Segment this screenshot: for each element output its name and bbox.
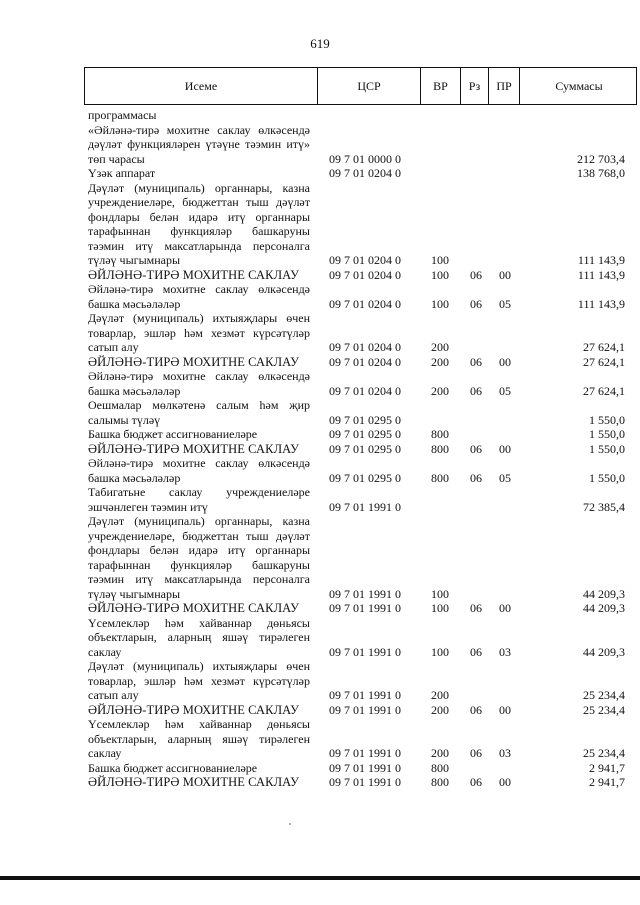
row-name: ӘЙЛӘНӘ-ТИРӘ МОХИТНЕ САКЛАУ (88, 441, 300, 456)
row-pr: 03 (499, 746, 511, 760)
table-row (88, 123, 633, 167)
table-body (88, 108, 633, 790)
row-pr: 05 (499, 383, 511, 398)
row-name: Оешмалар мөлкәтенә салым һәм җир салымы түләү (88, 398, 310, 427)
row-vr: 200 (431, 340, 449, 354)
row-name: Дәүләт (муниципаль) ихтыяҗлары өчен товарлар, эшләр һәм хезмәт күрсәтүләр сатып алу (88, 311, 310, 354)
row-vr: 200 (431, 688, 449, 702)
row-csr: 09 7 01 0295 0 (329, 427, 401, 441)
row-sum: 1 550,0 (589, 441, 625, 456)
row-pr: 05 (499, 296, 511, 311)
row-sum: 25 234,4 (583, 688, 625, 702)
row-vr: 800 (431, 441, 449, 456)
row-sum: 44 209,3 (583, 601, 625, 615)
row-sum: 1 550,0 (589, 470, 625, 485)
row-pr: 05 (499, 470, 511, 485)
row-csr: 09 7 01 0204 0 (329, 296, 401, 311)
row-csr: 09 7 01 0295 0 (329, 412, 401, 427)
row-sum: 44 209,3 (583, 644, 625, 659)
row-name: Дәүләт (муниципаль) ихтыяҗлары өчен товарлар, эшләр һәм хезмәт күрсәтүләр сатып алу (88, 659, 310, 702)
row-rz: 06 (470, 775, 482, 789)
row-sum: 212 703,4 (577, 151, 625, 166)
table-row (88, 181, 633, 268)
row-csr: 09 7 01 1991 0 (329, 702, 401, 717)
header-sum: Суммасы (519, 68, 638, 104)
row-name: ӘЙЛӘНӘ-ТИРӘ МОХИТНЕ САКЛАУ (88, 267, 300, 282)
row-rz: 06 (470, 383, 482, 398)
table-row (88, 442, 633, 457)
page-bottom-rule (0, 876, 640, 880)
table-row (88, 514, 633, 601)
row-vr: 200 (431, 383, 449, 398)
row-pr: 00 (499, 267, 511, 282)
table-row (88, 775, 633, 790)
row-rz: 06 (470, 746, 482, 760)
row-sum: 2 941,7 (589, 760, 625, 775)
row-name: ӘЙЛӘНӘ-ТИРӘ МОХИТНЕ САКЛАУ (88, 702, 300, 717)
row-csr: 09 7 01 1991 0 (329, 688, 401, 702)
row-name: Табигатьне саклау учреждениеләре эшчәнлеген тәэмин итү (88, 485, 310, 514)
table-row (88, 108, 633, 123)
row-name: Башка бюджет ассигнованиеләре (88, 760, 258, 775)
row-vr: 800 (431, 427, 449, 441)
row-vr: 100 (431, 267, 449, 282)
header-rz: Рз (460, 68, 488, 104)
table-row (88, 398, 633, 427)
row-pr: 00 (499, 441, 511, 456)
row-csr: 09 7 01 0204 0 (329, 340, 401, 354)
row-rz: 06 (470, 296, 482, 311)
row-sum: 1 550,0 (589, 412, 625, 427)
row-csr: 09 7 01 0204 0 (329, 253, 401, 267)
row-vr: 800 (431, 760, 449, 775)
table-row (88, 485, 633, 514)
row-rz: 06 (470, 702, 482, 717)
table-row (88, 355, 633, 370)
row-csr: 09 7 01 0204 0 (329, 267, 401, 282)
row-sum: 44 209,3 (583, 586, 625, 601)
page-number: 619 (310, 36, 330, 51)
row-pr: 00 (499, 601, 511, 615)
row-rz: 06 (470, 441, 482, 456)
row-vr: 100 (431, 253, 449, 267)
row-vr: 200 (431, 702, 449, 717)
row-csr: 09 7 01 0204 0 (329, 354, 401, 369)
table-row (88, 717, 633, 761)
row-name: Дәүләт (муниципаль) органнары, казна учреждениеләре, бюджеттан тыш дәүләт фондлары белән идарә итү органнары тарафыннан функцияләр башкаруны тәэмин итү максатларында персоналга түләү чыгымнары (88, 514, 310, 601)
row-sum: 1 550,0 (589, 427, 625, 441)
row-csr: 09 7 01 1991 0 (329, 775, 401, 789)
row-name: программасы (88, 108, 157, 122)
row-rz: 06 (470, 470, 482, 485)
table-row (88, 427, 633, 442)
table-row (88, 311, 633, 355)
row-rz: 06 (470, 354, 482, 369)
row-sum: 25 234,4 (583, 702, 625, 717)
table-row (88, 456, 633, 485)
table-header (84, 67, 637, 105)
row-rz: 06 (470, 267, 482, 282)
table-row (88, 268, 633, 283)
row-name: «Әйләнә-тирә мохитне саклау өлкәсендә дәүләт функцияләрен үтәүне тәэмин итү» төп чарасы (88, 122, 310, 166)
table-row (88, 659, 633, 703)
row-rz: 06 (470, 644, 482, 659)
row-vr: 100 (431, 601, 449, 615)
row-csr: 09 7 01 0000 0 (329, 151, 401, 166)
row-name: Әйләнә-тирә мохитне саклау өлкәсендә башка мәсьәләләр (88, 369, 310, 398)
row-sum: 27 624,1 (583, 383, 625, 398)
table-row (88, 166, 633, 181)
table-row (88, 282, 633, 311)
row-sum: 27 624,1 (583, 354, 625, 369)
row-csr: 09 7 01 1991 0 (329, 601, 401, 615)
row-vr: 100 (431, 586, 449, 601)
row-sum: 2 941,7 (589, 775, 625, 789)
row-csr: 09 7 01 1991 0 (329, 586, 401, 601)
row-name: Дәүләт (муниципаль) органнары, казна учреждениеләре, бюджеттан тыш дәүләт фондлары белән идарә итү органнары тарафыннан функцияләр башкаруны тәэмин итү максатларында персоналга түләү чыгымнары (88, 180, 310, 267)
row-sum: 72 385,4 (583, 499, 625, 514)
header-csr: ЦСР (317, 68, 420, 104)
row-csr: 09 7 01 1991 0 (329, 644, 401, 659)
row-csr: 09 7 01 1991 0 (329, 499, 401, 514)
row-vr: 100 (431, 644, 449, 659)
row-sum: 111 143,9 (577, 267, 625, 282)
row-name: Башка бюджет ассигнованиеләре (88, 427, 258, 441)
header-pr: ПР (488, 68, 519, 104)
row-name: Үсемлекләр һәм хайваннар дөньясы объектларын, аларның яшәү тирәлеген саклау (88, 717, 310, 760)
row-pr: 00 (499, 775, 511, 789)
row-name: Әйләнә-тирә мохитне саклау өлкәсендә башка мәсьәләләр (88, 456, 310, 485)
table-row (88, 761, 633, 776)
row-csr: 09 7 01 0295 0 (329, 441, 401, 456)
scan-speck (289, 823, 291, 825)
row-csr: 09 7 01 1991 0 (329, 760, 401, 775)
row-name: Үсемлекләр һәм хайваннар дөньясы объектларын, аларның яшәү тирәлеген саклау (88, 615, 310, 659)
table-row (88, 369, 633, 398)
row-rz: 06 (470, 601, 482, 615)
row-vr: 800 (431, 775, 449, 789)
table-row (88, 703, 633, 718)
row-vr: 100 (431, 296, 449, 311)
row-name: ӘЙЛӘНӘ-ТИРӘ МОХИТНЕ САКЛАУ (88, 601, 300, 615)
row-pr: 00 (499, 354, 511, 369)
row-sum: 25 234,4 (583, 746, 625, 760)
row-name: ӘЙЛӘНӘ-ТИРӘ МОХИТНЕ САКЛАУ (88, 354, 300, 369)
row-sum: 138 768,0 (577, 166, 625, 180)
row-vr: 800 (431, 470, 449, 485)
header-name: Исеме (184, 78, 218, 93)
row-sum: 27 624,1 (583, 340, 625, 354)
table-row (88, 616, 633, 660)
row-csr: 09 7 01 0295 0 (329, 470, 401, 485)
row-csr: 09 7 01 0204 0 (329, 383, 401, 398)
row-csr: 09 7 01 0204 0 (329, 166, 401, 180)
table-row (88, 601, 633, 616)
row-csr: 09 7 01 1991 0 (329, 746, 401, 760)
row-sum: 111 143,9 (577, 253, 625, 267)
row-pr: 03 (499, 644, 511, 659)
row-name: Үзәк аппарат (88, 166, 156, 180)
header-vr: ВР (420, 68, 460, 104)
row-name: ӘЙЛӘНӘ-ТИРӘ МОХИТНЕ САКЛАУ (88, 775, 300, 789)
row-sum: 111 143,9 (577, 296, 625, 311)
row-vr: 200 (431, 354, 449, 369)
row-name: Әйләнә-тирә мохитне саклау өлкәсендә башка мәсьәләләр (88, 282, 310, 311)
row-pr: 00 (499, 702, 511, 717)
row-vr: 200 (431, 746, 449, 760)
